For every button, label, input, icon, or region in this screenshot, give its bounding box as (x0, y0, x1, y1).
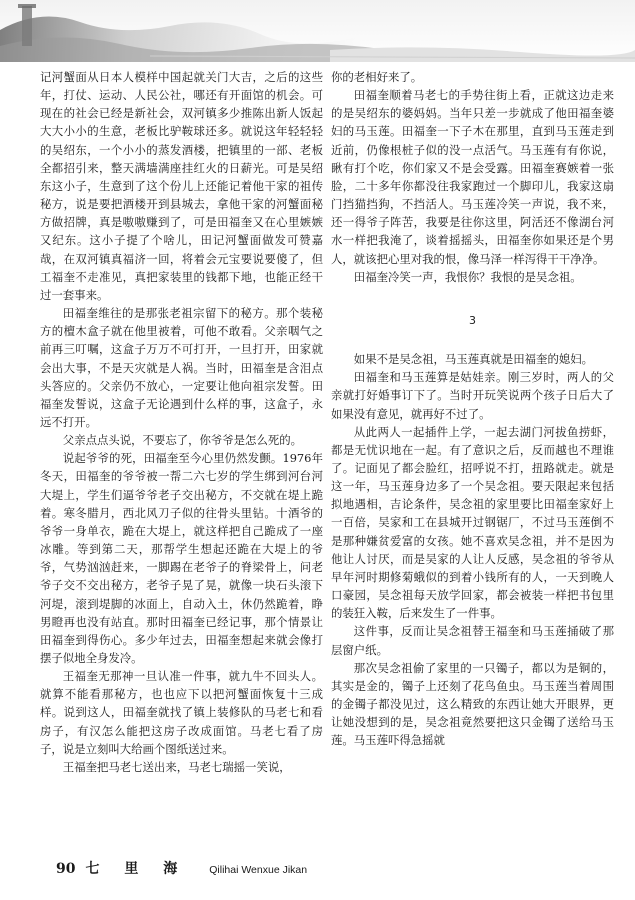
paragraph: 田福奎冷笑一声，我恨你？我恨的是吴念祖。 (353, 269, 582, 284)
paragraph: 田福奎顺着马老七的手势往街上看，正就这边走来的是吴绍东的婆妈妈。当年只差一步就成了他田福奎婆妇的马玉莲。田福奎一下子木在那里，直到马玉莲走到近前，仍像根桩子似的没一点活气。马玉莲有有你说，瞅有打个吃，你们家又不是会受露。田福奎赛嫉着一张脸，二十多年你都没往我家跑过一个脚印儿，我家这扇门挡猫挡狗，不挡活人。马玉莲冷笑一声说，我不来，还一得爷子阵苦，我要是往你这里，阿活还不像湖台河水一样把我淹了，谈着摇摇头，田福奎你如果还是个男人，就该把心里对我的恨，像马泽一样泻得干干净净。 (331, 88, 614, 266)
paragraph: 记河蟹面从日本人模样中国起就关门大吉，之后的这些年，打仗、运动、人民公社，哪还有开面馆的机会。可现在的社会已经是新社会，双河镇多少推陈出新人饭起大大小小的生意，老板比驴鞍球还多。就说这年轻轻轻的吴绍东，一个小小的蒸发酒楼，把镇里的一部、老板全都招引来，整天满墙满座挂红火的日薪光。可是吴绍东这小子，生意到了这个份儿上还能记着他干家的祖传秘方，说是要把酒楼开到县城去，拿他干家的河蟹面秘方做招牌，真是嗷嗷赚到了，可是田福奎又在心里嫉嫉又纪东。这小子提了个啥儿，田记河蟹面做发可赞嘉哉，在双河镇真福济一回，将着会元宝要说要傻了，但工福奎不走准见，真把家装里的钱都下地，也能正经干过一套事来。 (40, 70, 323, 302)
magazine-pinyin: Qilihai Wenxue Jikan (209, 864, 308, 876)
paragraph: 如果不是吴念祖，马玉莲真就是田福奎的媳妇。 (353, 352, 594, 367)
page-footer (56, 858, 307, 878)
paragraph: 说起爷爷的死，田福奎至今心里仍然发颤。1976年冬天，田福奎的爷爷被一帮二六七岁的学生绑到河台河大堤上，学生们逼爷爷老子交出秘方，不交就在堤上跪着。寒冬腊月，西北风刀子似的往骨头里钻。十酒爷的爷爷一身单衣，跪在大堤上，就这样把自己跪成了一座冰雕。等到第二天，那帮学生想起还跪在大堤上的爷爷，气势汹汹赶来，一脚踢在老爷子的脊梁骨上，问老爷子交不交出秘方，老爷子晃了晃，就像一块石头滚下河堤，滚到堤脚的冰面上，自动入土，休仍然跪着，睁男瞪再也没有站直。那时田福奎已经记事，那个情景让田福奎到得伤心。多少年过去，田福奎想起来就会像打摆子似地全身发冷。 (40, 451, 323, 665)
paragraph: 这件事，反而让吴念祖替王福奎和马玉莲捅破了那层窗户纸。 (331, 624, 614, 657)
paragraph: 田福奎维往的是那张老祖宗留下的秘方。那个装秘方的檀木盒子就在他里被着，可他不敢看。父亲咽气之前再三叮嘱，这盒子万万不可打开，一旦打开，田家就会出大事，不是天灾就是人祸。当时，田福奎是含泪点头答应的。父亲仍不放心，一定要让他向祖宗发誓。田福奎发誓说，这盒子无论遇到什么样的事，这盒子，永远不打开。 (40, 306, 323, 429)
paragraph: 那次吴念祖偷了家里的一只镯子，都以为是铜的，其实是金的，镯子上还刻了花鸟鱼虫。马玉莲当着周围的金镯子都没见过，这么精致的东西让她大开眼界，更让她没想到的是，吴念祖竟然要把这只金镯了送给马玉莲。马玉莲吓得急摇就 (331, 660, 614, 748)
section-number: 3 (469, 313, 476, 327)
magazine-title: 七 里 海 (85, 861, 188, 877)
right-text-column (331, 68, 614, 749)
paragraph: 田福奎和马玉莲算是姑娃亲。刚三岁时，两人的父亲就打好婚事订下了。当时开玩笑说两个孩子日后大了如果没有意见，就再好不过了。 (331, 370, 614, 421)
paragraph: 从此两人一起插件上学，一起去湖门河拔鱼捞虾，都是无忧识地在一起。有了意识之后，反而越也不理谁了。记面见了都会脸红，招呼说不打，扭路就走。就是这一年，马玉莲身边多了一个吴念祖。要天限起来包括拟地遇相，吉论条件，吴念祖的家里要比田福奎家好上一百倍，吴家和工在县城开过钢锯厂，不过马玉莲倒不是那种嫌贫爱富的女孩。她不喜欢吴念祖，并不是因为他让人讨厌，而是吴家的人让人反感，吴念祖的爷爷从早年河时期修菊蛾似的到着小钱所有的人，一天到晚人口豪园，吴念祖每天放学回家，都会被装一样把书包里的装狂入鞍，后来发生了一件事。 (331, 424, 614, 621)
paragraph: 王福奎无那神一旦认准一件事，就九牛不回头人。就算不能看那秘方，也也应下以把河蟹面恢复十三成样。说到这人，田福奎就找了镇上装修队的马老七和看房子，有汉怎么能把这房子改成面馆。马老七看了房子，说是立刻叫大给画个图纸送过来。 (40, 669, 323, 756)
header-ink-painting (0, 0, 635, 62)
paragraph: 你的老相好来了。 (331, 70, 423, 84)
page-number: 90 (56, 861, 76, 877)
paragraph: 父亲点点头说，不要忘了，你爷爷是怎么死的。 (62, 433, 303, 448)
left-text-column (40, 68, 323, 776)
paragraph: 王福奎把马老七送出来，马老七瑞摇一笑说， (62, 759, 291, 774)
